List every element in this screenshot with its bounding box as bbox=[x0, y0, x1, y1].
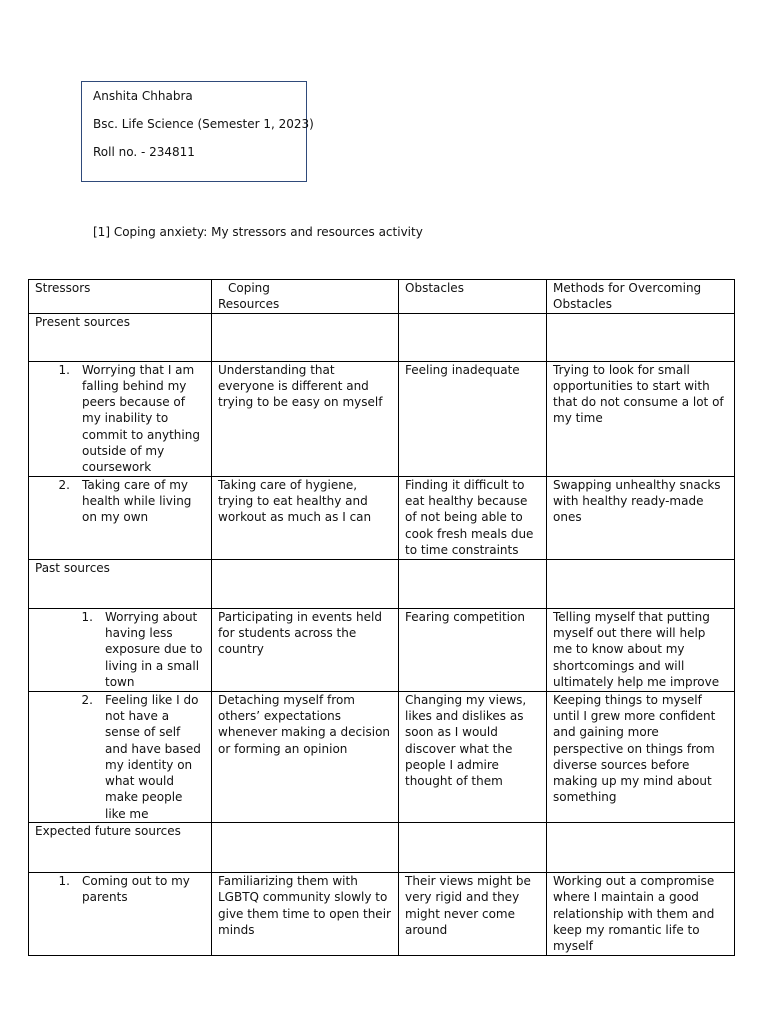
method-cell: Telling myself that putting myself out there will help me to know about my shortcomings and will ultimately help me improve bbox=[547, 608, 735, 691]
stressor-cell bbox=[29, 476, 212, 559]
header-stressors: Stressors bbox=[29, 280, 212, 314]
table-row bbox=[29, 691, 735, 822]
obstacle-cell: Fearing competition bbox=[399, 608, 547, 691]
section-label: Expected future sources bbox=[29, 823, 212, 873]
section-label: Past sources bbox=[29, 559, 212, 608]
student-info-box bbox=[81, 81, 314, 182]
activity-title: [1] Coping anxiety: My stressors and resources activity bbox=[93, 225, 423, 239]
obstacle-cell: Their views might be very rigid and they might never come around bbox=[399, 873, 547, 955]
coping-cell: Familiarizing them with LGBTQ community slowly to give them time to open their minds bbox=[212, 873, 399, 955]
list-number: 2. bbox=[81, 692, 93, 707]
coping-cell: Taking care of hygiene, trying to eat healthy and workout as much as I can bbox=[212, 476, 399, 559]
header-methods: Methods for Overcoming Obstacles bbox=[547, 280, 735, 314]
coping-cell: Understanding that everyone is different and trying to be easy on myself bbox=[212, 361, 399, 476]
stressor-cell bbox=[29, 608, 212, 691]
student-course: Bsc. Life Science (Semester 1, 2023) bbox=[93, 117, 314, 131]
table-row bbox=[29, 873, 735, 955]
table-row bbox=[29, 361, 735, 476]
header-coping-line2: Resources bbox=[218, 297, 280, 312]
stressor-text: Feeling like I do not have a sense of self and have based my identity on what would make people like me bbox=[105, 692, 201, 821]
stressor-cell bbox=[29, 361, 212, 476]
stressor-cell bbox=[29, 873, 212, 955]
obstacle-cell: Feeling inadequate bbox=[399, 361, 547, 476]
table-row bbox=[29, 608, 735, 691]
header-coping-resources bbox=[212, 280, 399, 314]
stressor-text: Taking care of my health while living on my own bbox=[82, 477, 192, 525]
list-number: 1. bbox=[81, 609, 93, 624]
method-cell: Keeping things to myself until I grew more confident and gaining more perspective on things from diverse sources before making up my mind about something bbox=[547, 691, 735, 822]
header-obstacles: Obstacles bbox=[399, 280, 547, 314]
section-row-past bbox=[29, 559, 735, 608]
stressor-cell bbox=[29, 691, 212, 822]
stressor-text: Worrying that I am falling behind my peers because of my inability to commit to anything outside of my coursework bbox=[82, 362, 200, 475]
obstacle-cell: Changing my views, likes and dislikes as soon as I would discover what the people I admire thought of them bbox=[399, 691, 547, 822]
coping-cell: Participating in events held for students across the country bbox=[212, 608, 399, 691]
table-header-row bbox=[29, 280, 735, 314]
table-row bbox=[29, 476, 735, 559]
obstacle-cell: Finding it difficult to eat healthy because of not being able to cook fresh meals due to time constraints bbox=[399, 476, 547, 559]
section-row-future bbox=[29, 823, 735, 873]
list-number: 2. bbox=[58, 477, 70, 492]
section-row-present bbox=[29, 313, 735, 361]
method-cell: Trying to look for small opportunities to start with that do not consume a lot of my time bbox=[547, 361, 735, 476]
section-label: Present sources bbox=[29, 313, 212, 361]
method-cell: Working out a compromise where I maintain a good relationship with them and keep my romantic life to myself bbox=[547, 873, 735, 955]
stressors-table bbox=[28, 279, 735, 956]
list-number: 1. bbox=[58, 874, 70, 889]
header-coping-line1: Coping bbox=[228, 281, 270, 295]
stressor-text: Coming out to my parents bbox=[82, 874, 190, 905]
student-roll-number: Roll no. - 234811 bbox=[93, 145, 195, 159]
method-cell: Swapping unhealthy snacks with healthy ready-made ones bbox=[547, 476, 735, 559]
stressor-text: Worrying about having less exposure due to living in a small town bbox=[105, 609, 203, 689]
coping-cell: Detaching myself from others’ expectations whenever making a decision or forming an opinion bbox=[212, 691, 399, 822]
student-name: Anshita Chhabra bbox=[93, 89, 193, 103]
list-number: 1. bbox=[58, 362, 70, 377]
